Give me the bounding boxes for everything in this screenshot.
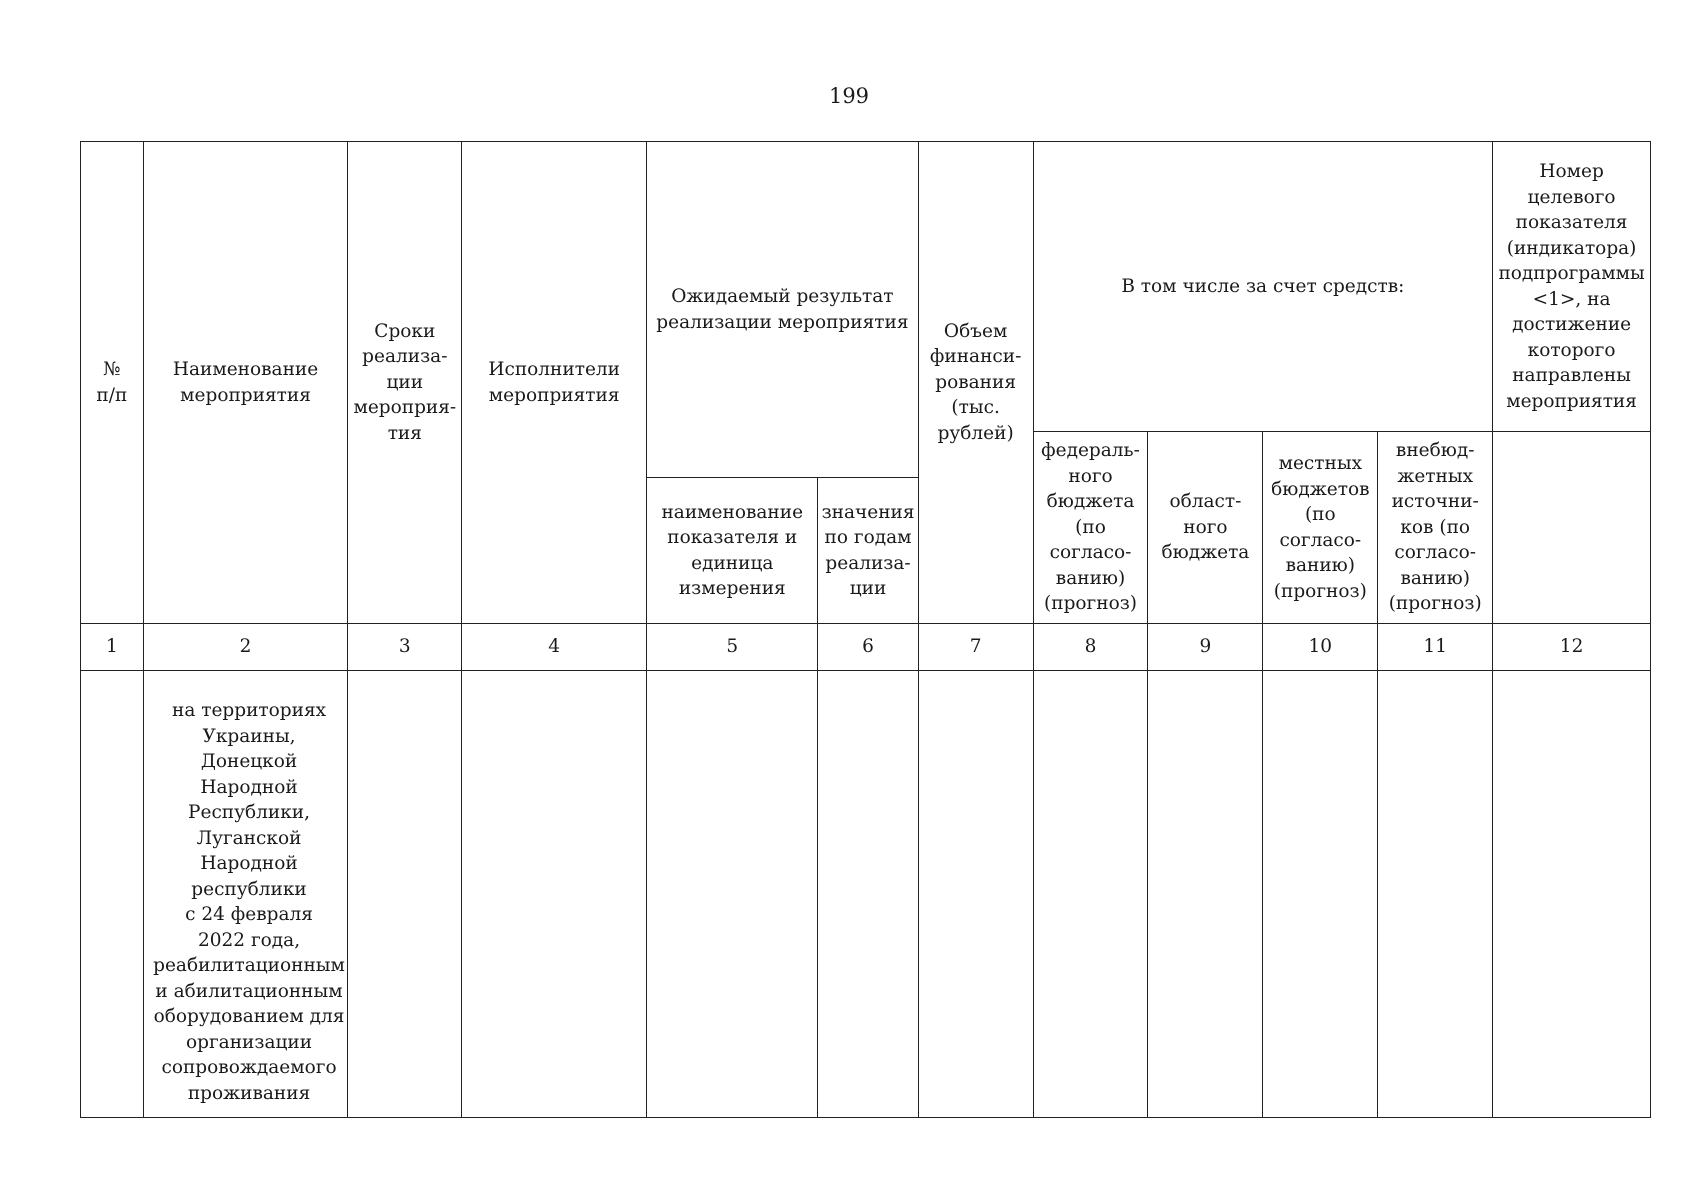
column-number: 10 [1263,624,1378,671]
table-cell [462,671,647,1118]
header-funding-volume: Объем финанси- рования (тыс. рублей) [918,142,1033,624]
header-funding-sources: В том числе за счет средств: [1033,142,1493,432]
header-number: № п/п [81,142,144,624]
column-number: 12 [1493,624,1651,671]
header-federal-budget: федераль- ного бюджета (по согласо- ванию) (прогноз) [1033,432,1148,624]
page-number: 199 [828,84,870,108]
header-regional-budget: област- ного бюджета [1148,432,1263,624]
header-year-values: значения по годам реализа- ции [818,478,918,624]
header-expected-result: Ожидаемый результат реализации мероприятия [647,142,919,478]
column-number: 11 [1378,624,1493,671]
column-number: 8 [1033,624,1148,671]
column-number: 9 [1148,624,1263,671]
table-cell [1148,671,1263,1118]
column-number: 7 [918,624,1033,671]
header-event-name: Наименование мероприятия [143,142,348,624]
column-number: 1 [81,624,144,671]
header-local-budgets: местных бюджетов (по согласо- ванию) (прогноз) [1263,432,1378,624]
table-cell [647,671,818,1118]
table-cell [1033,671,1148,1118]
header-target-indicator: Номер целевого показателя (индикатора) подпрограммы <1>, на достижение которого направлены мероприятия [1493,142,1651,432]
header-timeline: Сроки реализа- ции мероприя- тия [348,142,462,624]
column-number: 3 [348,624,462,671]
header-executors: Исполнители мероприятия [462,142,647,624]
header-extrabudgetary: внебюд- жетных источни- ков (по согласо- ванию) (прогноз) [1378,432,1493,624]
table-cell [1263,671,1378,1118]
program-table [80,141,1651,1118]
column-number: 2 [143,624,348,671]
table-cell [818,671,918,1118]
table-cell [1493,671,1651,1118]
event-name-cell: на территориях Украины, Донецкой Народной Республики, Луганской Народной республики с 24 февраля 2022 года, реабилитационным и абилитационным оборудованием для организации сопровождаемого проживания [143,671,348,1118]
header-indicator-name: наименование показателя и единица измерения [647,478,818,624]
column-number: 4 [462,624,647,671]
header-target-indicator-empty [1493,432,1651,624]
column-number: 6 [818,624,918,671]
column-number: 5 [647,624,818,671]
table-cell [1378,671,1493,1118]
table-cell [918,671,1033,1118]
table-cell [81,671,144,1118]
table-cell [348,671,462,1118]
